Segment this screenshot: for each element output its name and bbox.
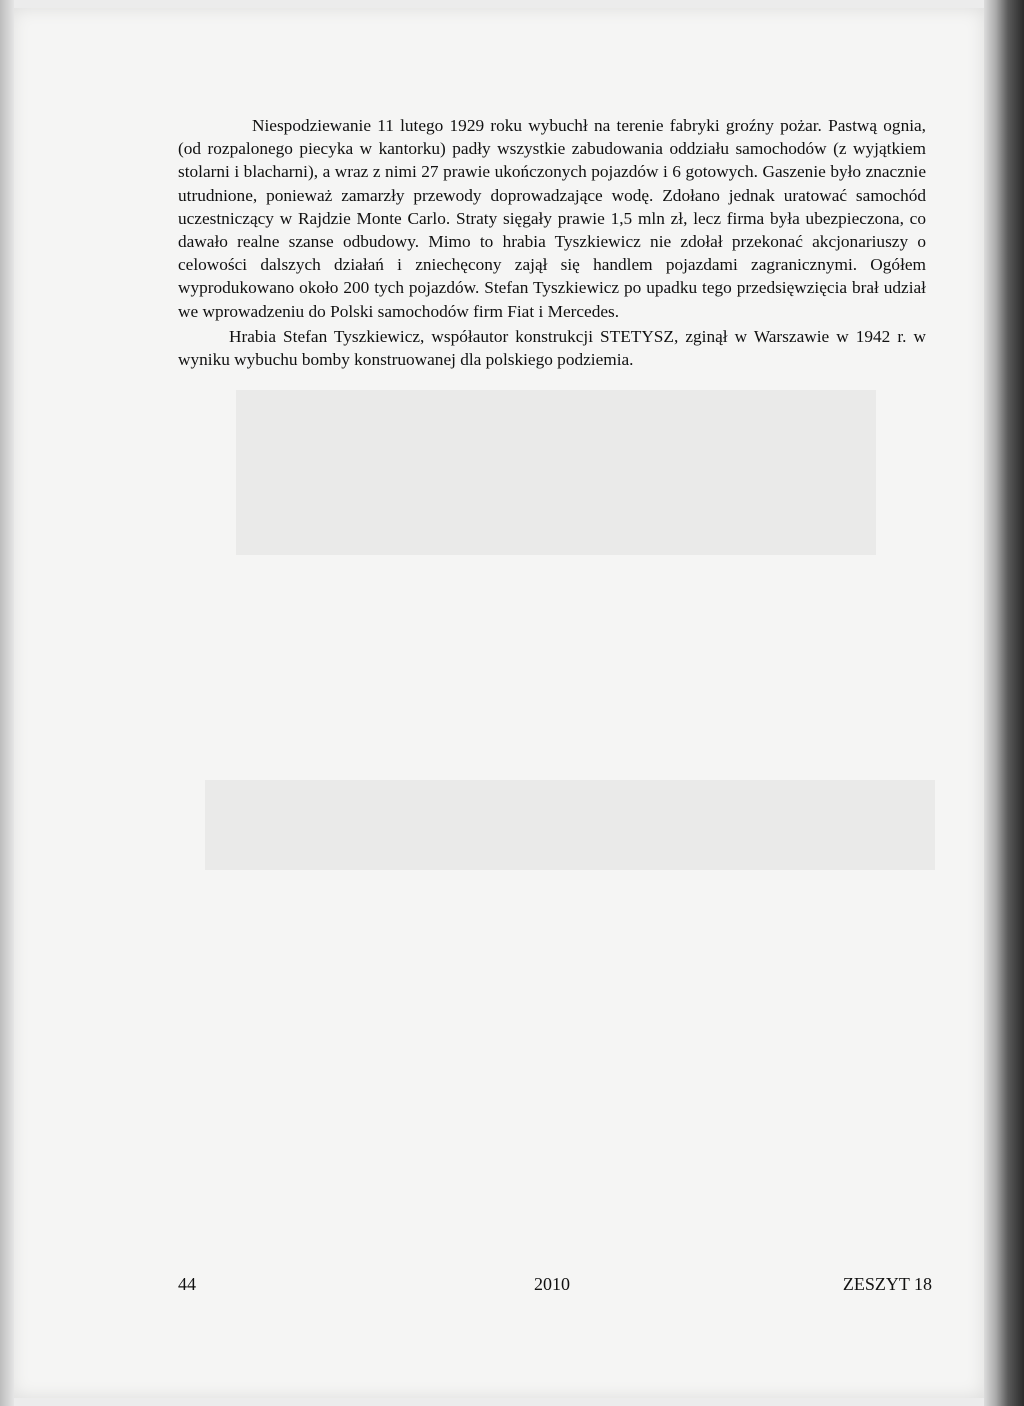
- publication-year: 2010: [534, 1274, 570, 1294]
- paragraph-fire: Niespodziewanie 11 lutego 1929 roku wybuchł na terenie fabryki groźny pożar. Pastwą ognia, (od rozpalonego piecyka w kantorku) padły wszystkie zabudowania oddziału samochodów (z wyjątkiem stolarni i blacharni), a wraz z nimi 27 prawie ukończonych pojazdów i 6 gotowych. Gaszenie było znacznie utrudnione, ponieważ zamarzły przewody doprowadzające wodę. Zdołano jednak uratować samochód uczestniczący w Rajdzie Monte Carlo. Straty sięgały prawie 1,5 mln zł, lecz firma była ubezpieczona, co dawało realne szanse odbudowy. Mimo to hrabia Tyszkiewicz nie zdołał przekonać akcjonariuszy o celowości dalszych działań i zniechęcony zajął się handlem pojazdami zagranicznymi. Ogółem wyprodukowano około 200 tych pojazdów. Stefan Tyszkiewicz po upadku tego przedsięwzięcia brał udział we wprowadzeniu do Polski samochodów firm Fiat i Mercedes.: [178, 116, 926, 321]
- paragraph-death: Hrabia Stefan Tyszkiewicz, współautor konstrukcji STETYSZ, zginął w Warszawie w 1942 r. w wyniku wybuchu bomby konstruowanej dla polskiego podziemia.: [178, 326, 926, 370]
- issue-label: ZESZYT 18: [842, 1274, 932, 1294]
- bleed-through-photo: [205, 780, 935, 870]
- bleed-through-photo: [236, 390, 876, 555]
- page-footer: [178, 1274, 932, 1300]
- page-stack-edge: [0, 0, 14, 1406]
- book-spine-shadow: [984, 0, 1024, 1406]
- page-number: 44: [178, 1274, 196, 1294]
- article-body: [178, 114, 926, 371]
